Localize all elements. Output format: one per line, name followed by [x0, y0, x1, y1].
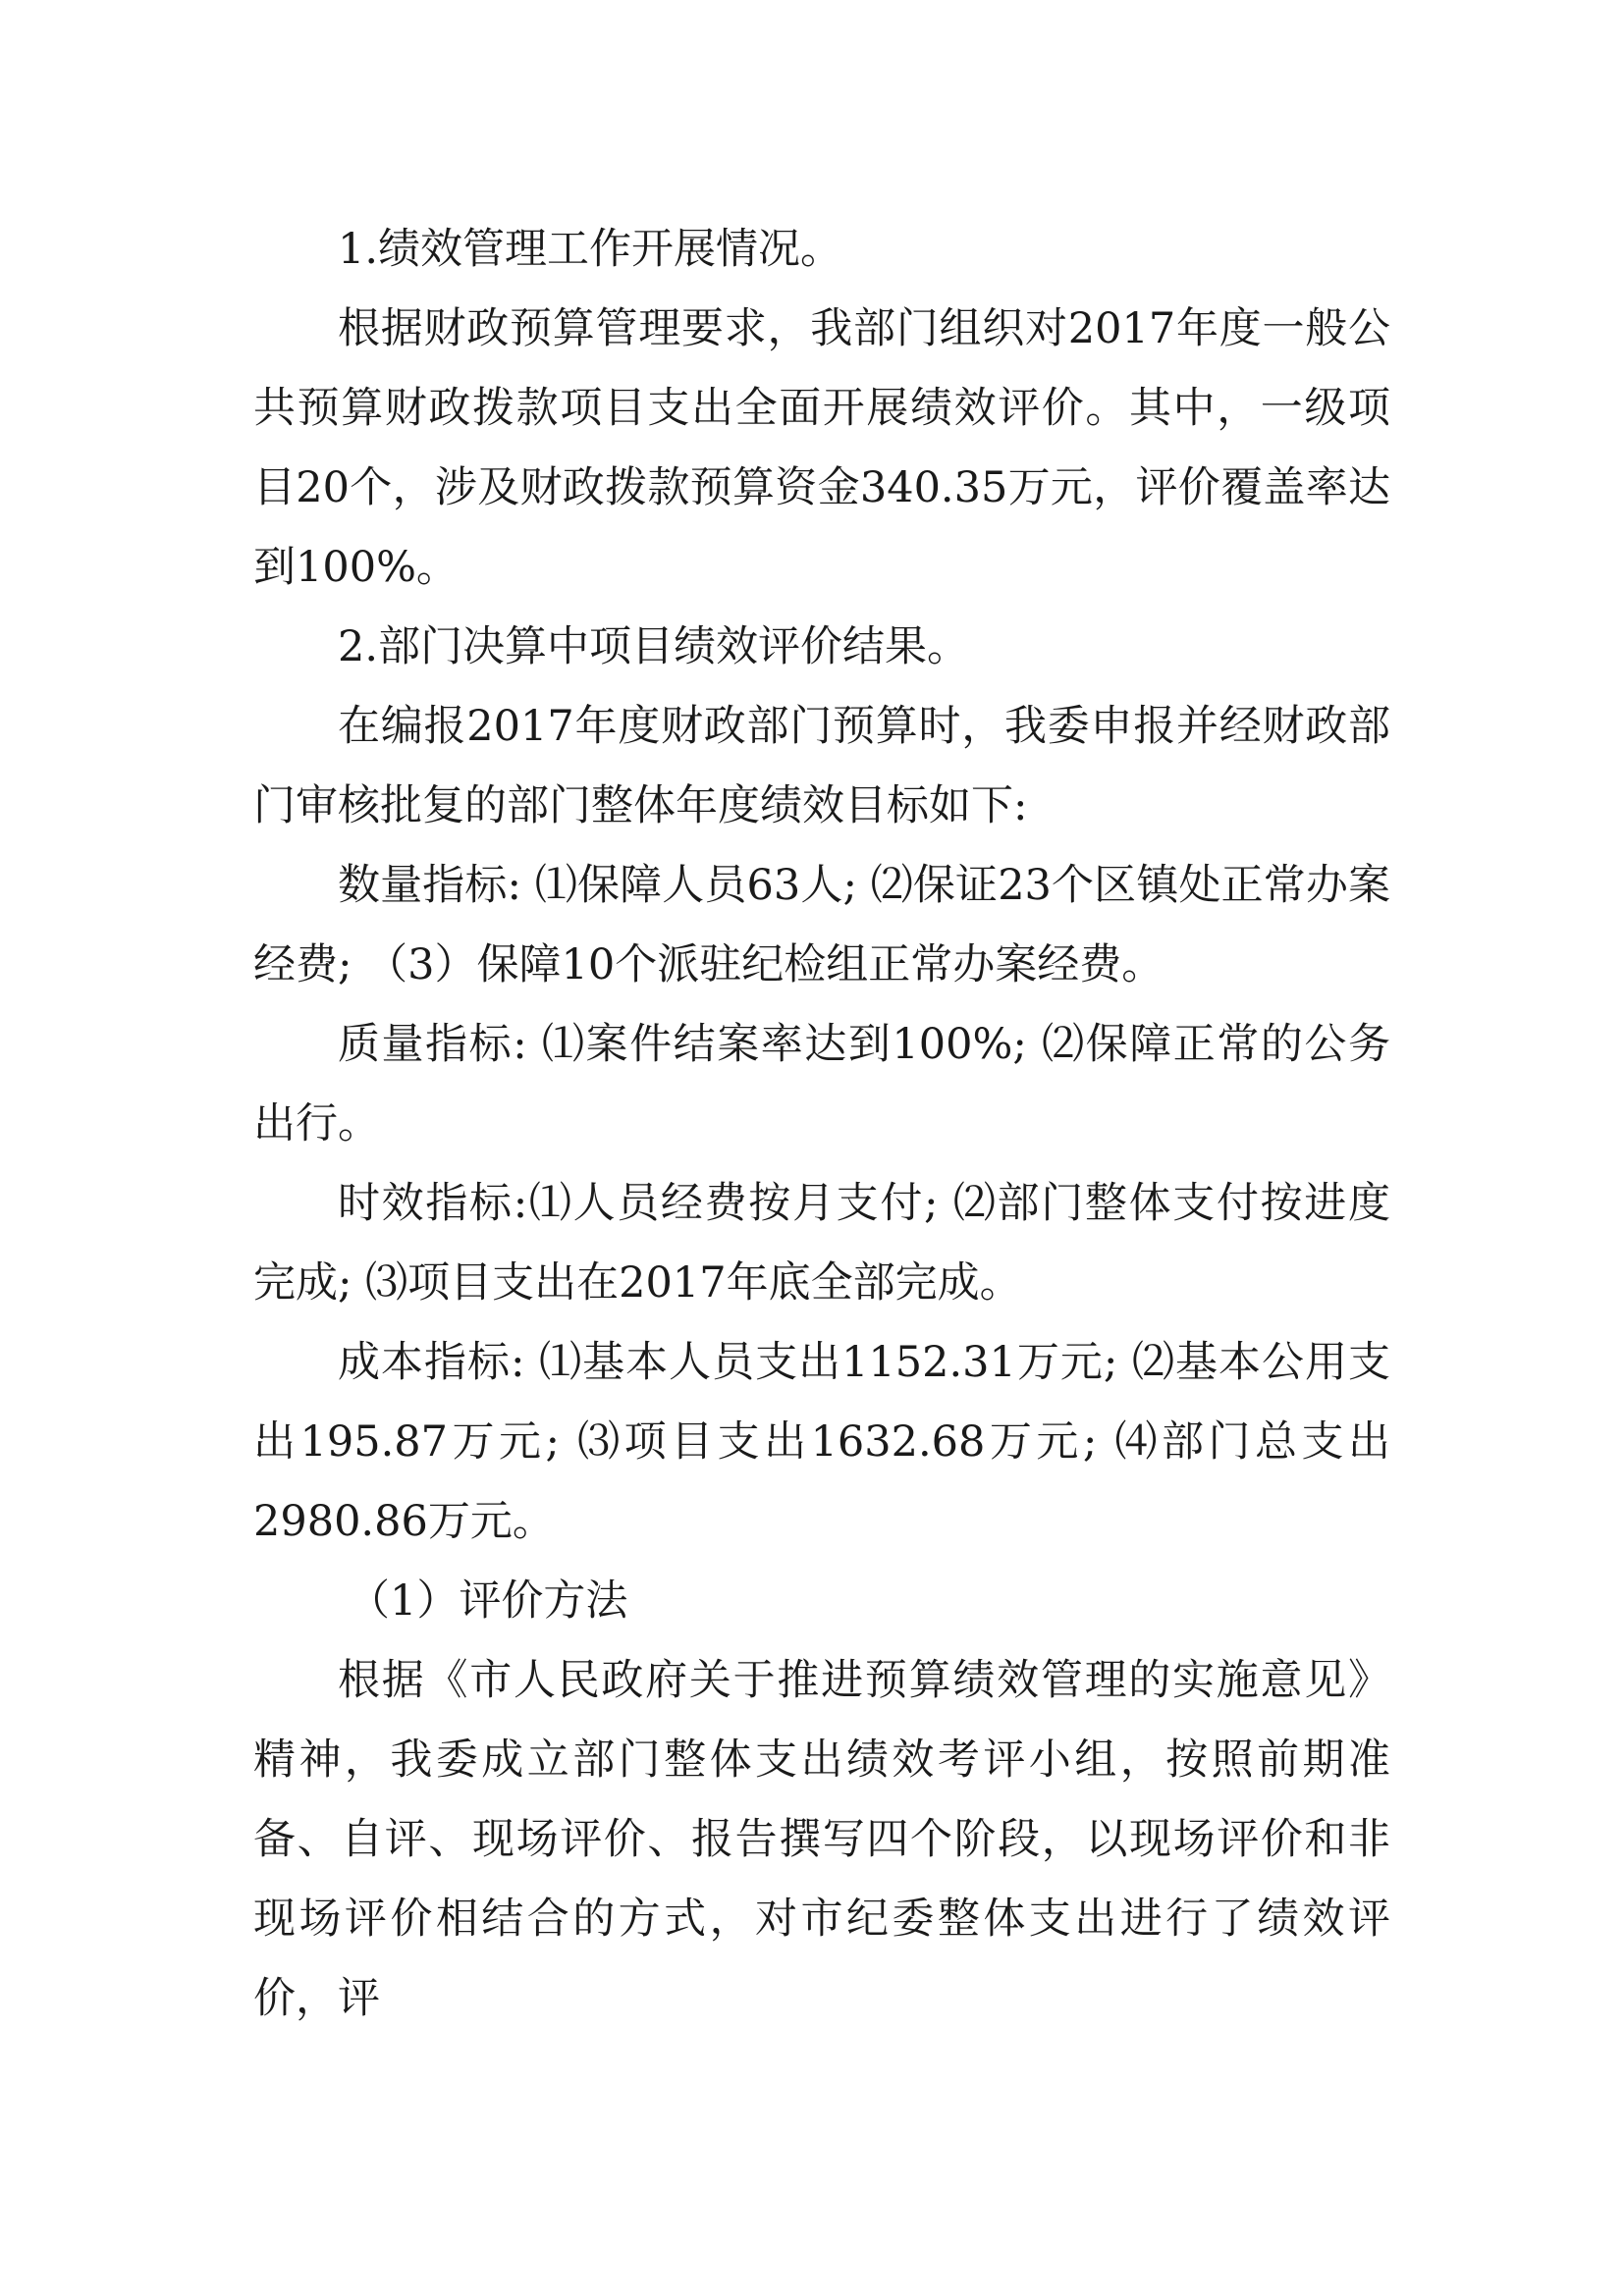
paragraph-evaluation-scope: 根据财政预算管理要求，我部门组织对2017年度一般公共预算财政拨款项目支出全面开展绩效评价。其中，一级项目20个，涉及财政拨款预算资金340.35万元，评价覆盖率达到100%。 — [253, 304, 1390, 592]
paragraph-timeliness-indicators: 时效指标:⑴人员经费按月支付; ⑵部门整体支付按进度完成; ⑶项目支出在2017年底全部完成。 — [253, 1179, 1390, 1308]
heading-evaluation-results: 2.部门决算中项目绩效评价结果。 — [338, 622, 970, 671]
paragraph-quality-indicators: 质量指标: ⑴案件结案率达到100%; ⑵保障正常的公务出行。 — [253, 1020, 1390, 1148]
paragraph-quantity-indicators: 数量指标: ⑴保障人员63人; ⑵保证23个区镇处正常办案经费; （3）保障10个派驻纪检组正常办案经费。 — [253, 861, 1390, 989]
paragraph-budget-targets: 在编报2017年度财政部门预算时，我委申报并经财政部门审核批复的部门整体年度绩效目标如下: — [253, 702, 1390, 830]
heading-evaluation-method: （1）评价方法 — [348, 1576, 628, 1626]
heading-performance-management: 1.绩效管理工作开展情况。 — [338, 225, 843, 274]
paragraph-evaluation-method: 根据《市人民政府关于推进预算绩效管理的实施意见》精神，我委成立部门整体支出绩效考评小组，按照前期准备、自评、现场评价、报告撰写四个阶段，以现场评价和非现场评价相结合的方式，对市纪委整体支出进行了绩效评价，评 — [253, 1656, 1390, 2023]
paragraph-cost-indicators: 成本指标: ⑴基本人员支出1152.31万元; ⑵基本公用支出195.87万元; ⑶项目支出1632.68万元; ⑷部门总支出2980.86万元。 — [253, 1338, 1390, 1546]
document-body — [253, 210, 1390, 2039]
